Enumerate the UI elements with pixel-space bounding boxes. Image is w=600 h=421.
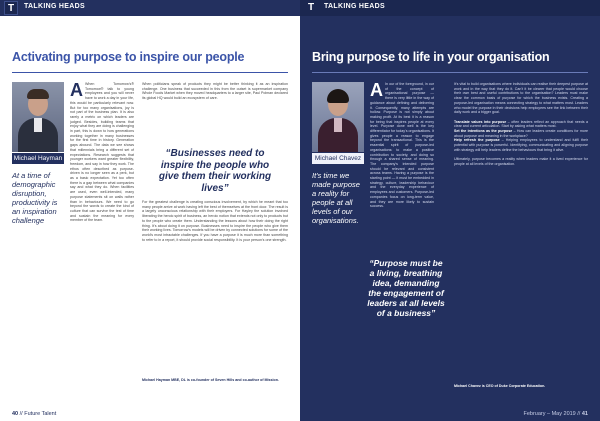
bullet-3-text: – Helping employees to understand and fulfil their potential with purpose is powerful. Identifying, communicating and aligning purpose with strategy will help leaders define the behaviours that bring it alive. <box>454 138 588 152</box>
right-footer-issue: February – May 2019 <box>523 411 576 417</box>
bullet-1-heading: Translate values into purpose <box>454 119 507 124</box>
right-col1-text: In our of the foreground, in our of the concept of organisational purpose — there is very little in the way of guidance about defining and delivering it. Consequently, many attempts are hollow. Purpose is not simply about making profit. At its best it is a reason for being that inspires people at every level. Purpose done well is the key differentiator for today's organisations. It gives people a reason to engage beyond the transactional. This is the essential spirit of purpose-led organisations: to make a positive contribution to society, and doing so through a shared sense of meaning. The company's intended purpose should be relevant and consistent across teams. Having a purpose is the starting point — it must be embedded in strategy, culture, leadership behaviour and the everyday experience of employees and customers. Purpose-led companies focus on long-term value, and they are more likely to sustain success. <box>370 82 434 209</box>
right-col2-text: It's vital to build organisations where individuals can realise their deepest purpose at work and in the way that they do it. Can't it be clearer that people would choose their own best and useful contributions to the organisation? Leaders must make clear the common basis of purpose for which the business exists. Creating a purpose-led organisation means connecting strategy to what matters most. Leaders who model the purpose in their decisions help employees see the link between their daily work and a bigger goal. <box>454 82 588 115</box>
left-col2a-text: When politicians speak of products they might be better thinking it as an inspiration challenge. One business that succeeded in this from the outset is supermarket company Whole Foods Market when they moved headquarters to a larger site, Paul Polman declared its global HQ would build an ecosystem of care. <box>142 82 288 101</box>
left-divider <box>12 72 288 73</box>
left-byline: Michael Hayman MBE, DL is co-founder of Seven Hills and co-author of Mission. <box>142 378 279 382</box>
left-headline: Activating purpose to inspire our people <box>12 50 245 64</box>
left-dropcap: A <box>70 82 83 100</box>
portrait-michael-hayman <box>12 82 64 152</box>
left-page-number: 40 <box>12 411 19 417</box>
left-name-tag: Michael Hayman <box>13 155 63 162</box>
bullet-1-text: – often leaders reflect an approach that needs a clear and current articulation. Start by asking what matters most. <box>454 119 588 129</box>
logo-icon: T <box>4 1 18 15</box>
right-byline: Michael Chavez is CEO of Duke Corporate Education. <box>454 384 546 388</box>
right-name-tag: Michael Chavez <box>312 153 364 164</box>
left-header-bar <box>0 0 300 16</box>
bullet-3-heading: Help refresh the purpose <box>454 138 500 143</box>
left-column-2b <box>142 200 288 370</box>
right-col2b-text: Ultimately, purpose becomes a reality when leaders make it a lived experience for people at all levels of the organisation. <box>454 157 588 166</box>
left-footer-sep: // <box>19 411 23 417</box>
left-quote: “Businesses need to inspire the people who give them their working lives” <box>158 148 272 194</box>
right-divider <box>312 72 588 73</box>
bullet-2-text: – How can leaders create conditions for more about purpose and meaning in the workplace? <box>454 129 588 138</box>
left-column-2a <box>142 82 288 144</box>
right-headline: Bring purpose to life in your organisation <box>312 50 550 64</box>
right-page-number: 41 <box>581 411 588 417</box>
right-column-2 <box>454 82 588 382</box>
left-col2b-text: For the greatest challenge is creating conscious involvement, by which he meant that too many people arrive at work having left the best of themselves at the front door. The result is a largely unconscious relationship with their employers. For Hayley the solution involved liberating the heroic spirit of business, an heroic notion that extends not only to products but to the people who create them. Understanding the lessons about how their doing the right thing. It's about doing it on purpose. Businesses need to inspire the people who give them their working lives. Tomorrow's models will be driven by connected solutions for some of the world's most intractable challenges. If you have a purpose it is much more than something to refer to in a report, it should provide social responsibility. It is your person's one strength. <box>142 200 288 242</box>
left-pull-quote: At a time of demographic disruption, productivity is an inspiration challenge <box>12 171 58 225</box>
portrait-michael-chavez <box>312 82 364 152</box>
section-title: TALKING HEADS <box>24 3 85 10</box>
right-column-1 <box>370 82 434 250</box>
right-page <box>300 0 600 421</box>
right-quote: “Purpose must be a living, breathing idea, demanding the engagement of leaders at all levels of a business” <box>367 258 445 318</box>
bullet-2-heading: Set the intentions as the purpose <box>454 129 513 134</box>
left-col1-text: When Tomorrow's® Tomorrow® talk to young employees and you will never have to work a day in your life, this would be particularly relevant now. But for too many organisations, joy is not part of the business plan. It is also rarely a metric on which leaders are judged. Besides, building teams that enjoy what they are doing is challenging in part, this is down to how generations working together in many businesses for the first time in history. Generation gaps abound. The data we see shows that millennials bring a different set of expectations. Research suggests that younger workers want greater flexibility, freedom, and say in how they work. The ethos often described as purpose-driven is no longer seen as a perk, but as a basic expectation. Yet too often there is a gap between what companies say and what they do. When facilities are used, even well-intended, many purpose statements sit on walls rather than in behaviours. We need to go beyond the words to create the kind of culture that can survive the test of time and sustain the meaning for every member of the team. <box>70 82 134 223</box>
right-footer <box>523 411 588 417</box>
right-header-bar <box>300 0 600 16</box>
right-dropcap: A <box>370 82 383 100</box>
section-title: TALKING HEADS <box>324 3 385 10</box>
right-footer-sep: // <box>577 411 581 417</box>
left-footer-publication: Future Talent <box>24 411 57 417</box>
logo-icon: T <box>304 1 318 15</box>
right-pull-quote: It's time we made purpose a reality for people at all levels of our organisations. <box>312 171 360 225</box>
left-footer <box>12 411 56 417</box>
left-column-1 <box>70 82 134 400</box>
